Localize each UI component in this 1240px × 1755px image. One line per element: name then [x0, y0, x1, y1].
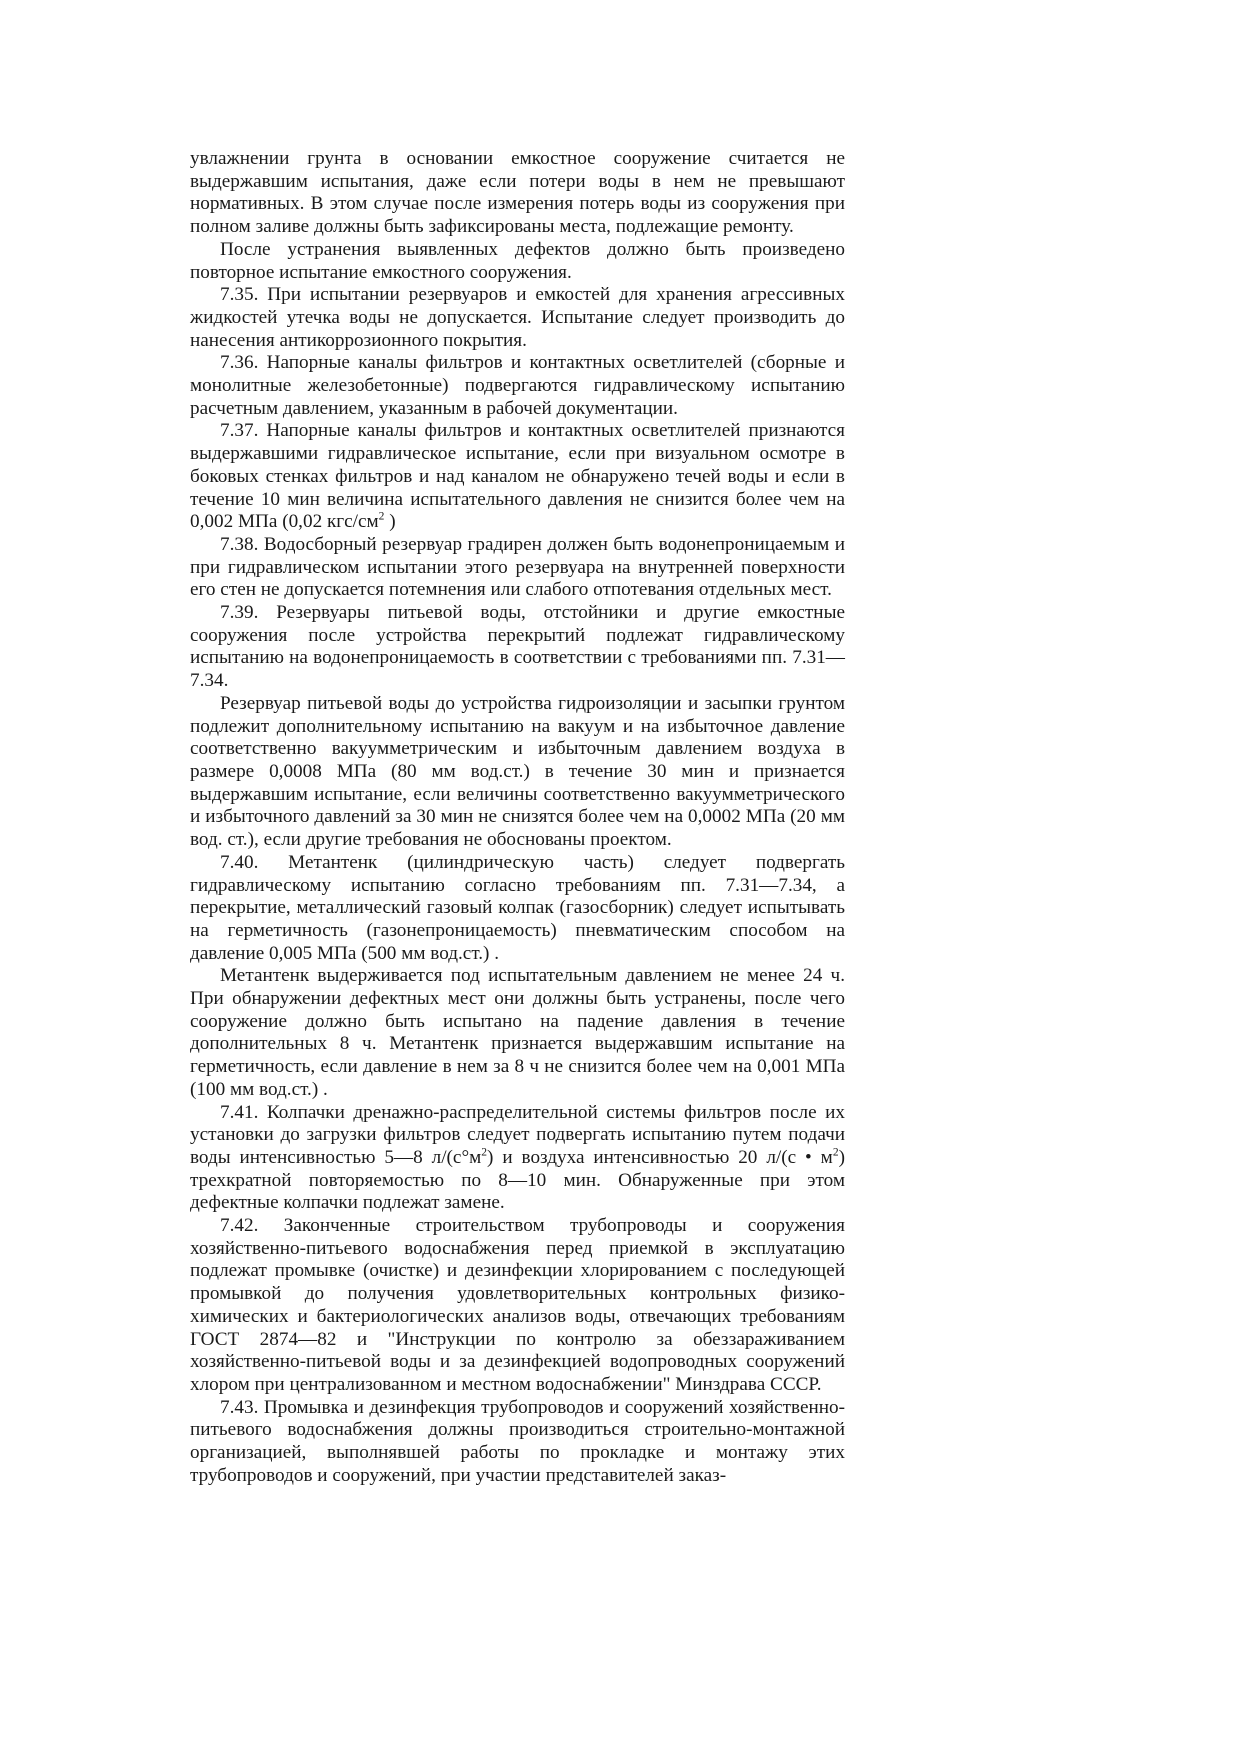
paragraph-text: 7.35. При испытании резервуаров и емкостей для хранения агрессивных жидкостей утечка воды не допускается. Испытание следует производить до нанесения антикоррозионного покрытия.: [190, 284, 845, 351]
paragraph: [190, 1397, 845, 1488]
paragraph: [190, 420, 845, 534]
paragraph: [190, 239, 845, 284]
paragraph-text: 7.39. Резервуары питьевой воды, отстойники и другие емкостные сооружения после устройства перекрытий подлежат гидравлическому испытанию на водонепроницаемость в соответствии с требованиями пп. 7.31—7.34.: [190, 602, 845, 692]
paragraph: [190, 965, 845, 1101]
paragraph: [190, 1215, 845, 1397]
paragraph: [190, 148, 845, 239]
paragraph: [190, 284, 845, 352]
paragraph: [190, 602, 845, 693]
paragraph-text: ) трехкратной повторяемостью по 8—10 мин. Обнаруженные при этом дефектные колпачки подлежат замене.: [190, 1146, 845, 1214]
paragraph: [190, 1102, 845, 1216]
paragraph: [190, 852, 845, 966]
paragraph-text: ): [384, 511, 396, 533]
paragraph: [190, 693, 845, 852]
paragraph: [190, 534, 845, 602]
paragraph-text: Метантенк выдерживается под испытательным давлением не менее 24 ч. При обнаружении дефектных мест они должны быть устранены, после чего сооружение должно быть испытано на падение давления в течение дополнительных 8 ч. Метантенк признается выдержавшим испытание на герметичность, если давление в нем за 8 ч не снизится более чем на 0,001 МПа (100 мм вод.ст.) .: [190, 965, 845, 1100]
paragraph-text: Резервуар питьевой воды до устройства гидроизоляции и засыпки грунтом подлежит дополнительному испытанию на вакуум и на избыточное давление соответственно вакуумметрическим и избыточным давлением воздуха в размере 0,0008 МПа (80 мм вод.ст.) в течение 30 мин и признается выдержавшим испытание, если величины соответственно вакуумметрического и избыточного давлений за 30 мин не снизятся более чем на 0,0002 МПа (20 мм вод. ст.), если другие требования не обоснованы проектом.: [190, 692, 845, 851]
paragraph-text: 7.40. Метантенк (цилиндрическую часть) следует подвергать гидравлическому испытанию согласно требованиям пп. 7.31—7.34, а перекрытие, металлический газовый колпак (газосборник) следует испытывать на герметичность (газонепроницаемость) пневматическим способом на давление 0,005 МПа (500 мм вод.ст.) .: [190, 851, 845, 964]
superscript: 2: [481, 1146, 488, 1159]
paragraph-text: 7.42. Законченные строительством трубопроводы и сооружения хозяйственно-питьевого водоснабжения перед приемкой в эксплуатацию подлежат промывке (очистке) и дезинфекции хлорированием с последующей промывкой до получения удовлетворительных контрольных физико-химических и бактериологических анализов воды, отвечающих требованиям ГОСТ 2874—82 и "Инструкции по контролю за обеззараживанием хозяйственно-питьевой воды и за дезинфекцией водопроводных сооружений хлором при централизованном и местном водоснабжении" Минздрава СССР.: [190, 1215, 845, 1395]
paragraph: [190, 352, 845, 420]
paragraph-text: 7.36. Напорные каналы фильтров и контактных осветлителей (сборные и монолитные железобетонные) подвергаются гидравлическому испытанию расчетным давлением, указанным в рабочей документации.: [190, 352, 845, 419]
superscript: 2: [378, 510, 385, 523]
paragraph-text: ) и воздуха интенсивностью 20 л/(с • м: [487, 1146, 833, 1168]
paragraph-text: 7.41. Колпачки дренажно-распределительной системы фильтров после их установки до загрузки фильтров следует подвергать испытанию путем подачи воды интенсивностью 5—8 л/(с°м: [190, 1101, 845, 1168]
superscript: 2: [832, 1146, 839, 1159]
document-page: [190, 148, 845, 1487]
paragraph-text: После устранения выявленных дефектов должно быть произведено повторное испытание емкостного сооружения.: [190, 238, 845, 283]
paragraph-text: 7.37. Напорные каналы фильтров и контактных осветлителей признаются выдержавшими гидравлическое испытание, если при визуальном осмотре в боковых стенках фильтров и над каналом не обнаружено течей воды и если в течение 10 мин величина испытательного давления не снизится более чем на 0,002 МПа (0,02 кгс/см: [190, 420, 845, 533]
paragraph-text: 7.38. Водосборный резервуар градирен должен быть водонепроницаемым и при гидравлическом испытании этого резервуара на внутренней поверхности его стен не допускается потемнения или слабого отпотевания отдельных мест.: [190, 533, 845, 601]
paragraph-text: увлажнении грунта в основании емкостное сооружение считается не выдержавшим испытания, даже если потери воды в нем не превышают нормативных. В этом случае после измерения потерь воды из сооружения при полном заливе должны быть зафиксированы места, подлежащие ремонту.: [190, 148, 845, 238]
paragraph-text: 7.43. Промывка и дезинфекция трубопроводов и сооружений хозяйственно-питьевого водоснабжения должны производиться строительно-монтажной организацией, выполнявшей работы по прокладке и монтажу этих трубопроводов и сооружений, при участии представителей заказ-: [190, 1396, 845, 1486]
